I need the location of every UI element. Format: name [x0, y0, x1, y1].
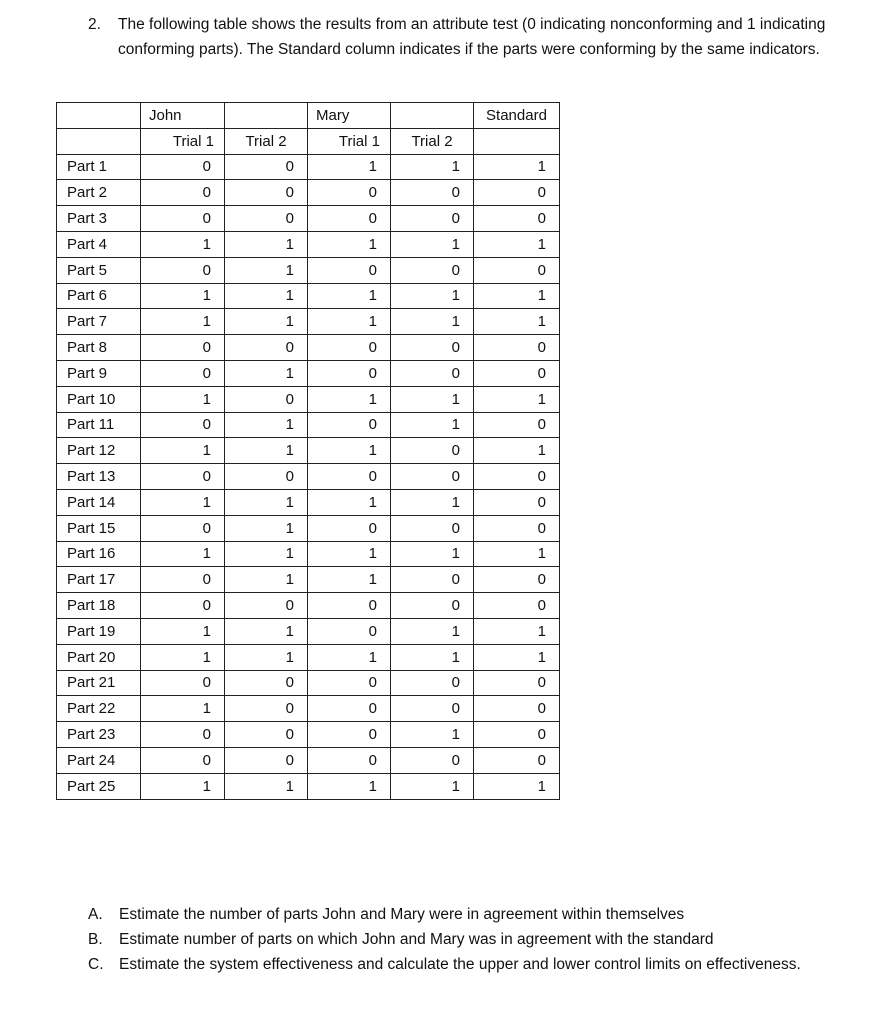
- task-letter: C.: [88, 956, 104, 973]
- result-cell: 0: [225, 670, 308, 696]
- table-row: [57, 360, 560, 386]
- result-cell: 1: [225, 257, 308, 283]
- header-cell: John: [141, 103, 225, 129]
- result-cell: 1: [391, 541, 474, 567]
- result-cell: 1: [391, 644, 474, 670]
- result-cell: 0: [474, 593, 560, 619]
- part-label: Part 6: [57, 283, 141, 309]
- question-number: 2.: [88, 16, 101, 33]
- table-row: [57, 670, 560, 696]
- part-label: Part 1: [57, 154, 141, 180]
- attribute-test-table: [56, 102, 560, 800]
- result-cell: 0: [391, 257, 474, 283]
- header-cell: Mary: [308, 103, 391, 129]
- part-label: Part 19: [57, 618, 141, 644]
- result-cell: 1: [474, 618, 560, 644]
- result-cell: 1: [225, 489, 308, 515]
- result-cell: 0: [308, 593, 391, 619]
- result-cell: 1: [308, 567, 391, 593]
- part-label: Part 24: [57, 747, 141, 773]
- task-item: [88, 952, 848, 977]
- result-cell: 0: [141, 412, 225, 438]
- result-cell: 1: [141, 309, 225, 335]
- result-cell: 1: [225, 644, 308, 670]
- result-cell: 0: [141, 515, 225, 541]
- result-cell: 0: [391, 360, 474, 386]
- table-row: [57, 696, 560, 722]
- header-cell: Trial 2: [225, 128, 308, 154]
- table-row: [57, 541, 560, 567]
- result-cell: 0: [141, 360, 225, 386]
- header-cell: [391, 103, 474, 129]
- part-label: Part 20: [57, 644, 141, 670]
- task-letter: A.: [88, 906, 103, 923]
- result-cell: 0: [141, 180, 225, 206]
- result-cell: 1: [225, 773, 308, 799]
- result-cell: 0: [225, 464, 308, 490]
- table-row: [57, 335, 560, 361]
- task-letter: B.: [88, 931, 103, 948]
- result-cell: 0: [308, 670, 391, 696]
- table-row: [57, 206, 560, 232]
- result-cell: 0: [474, 206, 560, 232]
- result-cell: 1: [308, 438, 391, 464]
- result-cell: 1: [141, 231, 225, 257]
- result-cell: 1: [225, 438, 308, 464]
- table-row: [57, 722, 560, 748]
- result-cell: 1: [391, 773, 474, 799]
- part-label: Part 22: [57, 696, 141, 722]
- result-cell: 1: [225, 541, 308, 567]
- result-cell: 0: [391, 206, 474, 232]
- table-row: [57, 231, 560, 257]
- result-cell: 1: [308, 489, 391, 515]
- result-cell: 0: [141, 206, 225, 232]
- header-cell: Trial 1: [308, 128, 391, 154]
- result-cell: 1: [308, 386, 391, 412]
- result-cell: 1: [308, 231, 391, 257]
- table-row: [57, 180, 560, 206]
- part-label: Part 15: [57, 515, 141, 541]
- header-cell: [57, 103, 141, 129]
- result-cell: 0: [391, 464, 474, 490]
- header-cell: Trial 2: [391, 128, 474, 154]
- table-row: [57, 644, 560, 670]
- result-cell: 1: [141, 283, 225, 309]
- result-cell: 1: [474, 541, 560, 567]
- task-text: Estimate the number of parts John and Mary were in agreement within themselves: [119, 906, 685, 923]
- part-label: Part 25: [57, 773, 141, 799]
- result-cell: 1: [225, 360, 308, 386]
- task-text: Estimate number of parts on which John and Mary was in agreement with the standard: [119, 931, 714, 948]
- result-cell: 0: [474, 412, 560, 438]
- result-cell: 1: [308, 283, 391, 309]
- result-cell: 0: [391, 180, 474, 206]
- result-cell: 1: [225, 567, 308, 593]
- result-cell: 0: [141, 257, 225, 283]
- result-cell: 1: [391, 618, 474, 644]
- part-label: Part 14: [57, 489, 141, 515]
- part-label: Part 8: [57, 335, 141, 361]
- table-row: [57, 747, 560, 773]
- result-cell: 1: [474, 309, 560, 335]
- part-label: Part 5: [57, 257, 141, 283]
- header-cell: [225, 103, 308, 129]
- result-cell: 0: [474, 747, 560, 773]
- part-label: Part 16: [57, 541, 141, 567]
- result-cell: 0: [474, 180, 560, 206]
- result-cell: 1: [141, 438, 225, 464]
- result-cell: 1: [308, 773, 391, 799]
- result-cell: 0: [391, 515, 474, 541]
- result-cell: 0: [225, 722, 308, 748]
- header-row-operators: [57, 103, 560, 129]
- result-cell: 1: [308, 154, 391, 180]
- result-cell: 0: [474, 722, 560, 748]
- result-cell: 1: [308, 309, 391, 335]
- header-row-trials: [57, 128, 560, 154]
- result-cell: 1: [391, 309, 474, 335]
- result-cell: 0: [308, 360, 391, 386]
- table-row: [57, 593, 560, 619]
- result-cell: 0: [474, 360, 560, 386]
- task-text: Estimate the system effectiveness and calculate the upper and lower control limits on effectiveness.: [119, 956, 801, 973]
- table-row: [57, 773, 560, 799]
- table-row: [57, 618, 560, 644]
- result-cell: 0: [474, 257, 560, 283]
- result-cell: 0: [391, 747, 474, 773]
- result-cell: 1: [308, 541, 391, 567]
- result-cell: 0: [474, 567, 560, 593]
- result-cell: 0: [391, 696, 474, 722]
- result-cell: 0: [474, 696, 560, 722]
- result-cell: 0: [225, 154, 308, 180]
- result-cell: 1: [308, 644, 391, 670]
- table-row: [57, 412, 560, 438]
- result-cell: 1: [474, 283, 560, 309]
- result-cell: 0: [308, 618, 391, 644]
- result-cell: 0: [391, 438, 474, 464]
- result-cell: 0: [225, 593, 308, 619]
- part-label: Part 4: [57, 231, 141, 257]
- part-label: Part 2: [57, 180, 141, 206]
- result-cell: 0: [308, 464, 391, 490]
- result-cell: 1: [141, 773, 225, 799]
- result-cell: 0: [308, 180, 391, 206]
- result-cell: 0: [141, 464, 225, 490]
- result-cell: 1: [141, 541, 225, 567]
- result-cell: 0: [308, 257, 391, 283]
- result-cell: 1: [225, 515, 308, 541]
- result-cell: 0: [225, 180, 308, 206]
- table-row: [57, 489, 560, 515]
- result-cell: 1: [141, 644, 225, 670]
- header-cell: Trial 1: [141, 128, 225, 154]
- result-cell: 1: [391, 412, 474, 438]
- header-cell: Standard: [474, 103, 560, 129]
- result-cell: 1: [391, 231, 474, 257]
- result-cell: 1: [474, 386, 560, 412]
- result-cell: 1: [474, 644, 560, 670]
- table-row: [57, 154, 560, 180]
- table-row: [57, 464, 560, 490]
- result-cell: 1: [391, 722, 474, 748]
- result-cell: 1: [141, 618, 225, 644]
- result-cell: 0: [225, 747, 308, 773]
- result-cell: 1: [225, 231, 308, 257]
- result-cell: 1: [474, 438, 560, 464]
- part-label: Part 18: [57, 593, 141, 619]
- result-cell: 0: [474, 670, 560, 696]
- result-cell: 0: [474, 335, 560, 361]
- result-cell: 0: [391, 567, 474, 593]
- question-text: The following table shows the results from an attribute test (0 indicating nonconforming and 1 indicating conforming parts). The Standard column indicates if the parts were conforming by the same indicators.: [118, 16, 826, 58]
- part-label: Part 3: [57, 206, 141, 232]
- result-cell: 0: [391, 670, 474, 696]
- result-cell: 1: [391, 154, 474, 180]
- result-cell: 1: [391, 386, 474, 412]
- header-cell: [474, 128, 560, 154]
- result-cell: 1: [225, 412, 308, 438]
- result-cell: 0: [141, 593, 225, 619]
- result-cell: 0: [474, 489, 560, 515]
- result-cell: 1: [225, 309, 308, 335]
- result-cell: 0: [308, 747, 391, 773]
- result-cell: 0: [308, 696, 391, 722]
- part-label: Part 23: [57, 722, 141, 748]
- table-row: [57, 438, 560, 464]
- result-cell: 1: [225, 283, 308, 309]
- table-row: [57, 309, 560, 335]
- result-cell: 0: [225, 335, 308, 361]
- result-cell: 0: [141, 747, 225, 773]
- part-label: Part 21: [57, 670, 141, 696]
- result-cell: 0: [391, 335, 474, 361]
- result-cell: 0: [225, 696, 308, 722]
- result-cell: 1: [391, 283, 474, 309]
- result-cell: 0: [225, 206, 308, 232]
- result-cell: 0: [474, 464, 560, 490]
- table-row: [57, 257, 560, 283]
- result-cell: 1: [474, 231, 560, 257]
- result-cell: 0: [225, 386, 308, 412]
- part-label: Part 12: [57, 438, 141, 464]
- result-cell: 0: [141, 567, 225, 593]
- result-cell: 1: [141, 696, 225, 722]
- part-label: Part 17: [57, 567, 141, 593]
- result-cell: 1: [141, 489, 225, 515]
- task-item: [88, 902, 848, 927]
- result-cell: 0: [308, 722, 391, 748]
- part-label: Part 7: [57, 309, 141, 335]
- result-cell: 0: [308, 515, 391, 541]
- result-cell: 0: [141, 335, 225, 361]
- result-cell: 0: [308, 206, 391, 232]
- result-cell: 0: [141, 722, 225, 748]
- part-label: Part 10: [57, 386, 141, 412]
- header-cell: [57, 128, 141, 154]
- table-row: [57, 283, 560, 309]
- result-cell: 0: [141, 670, 225, 696]
- result-cell: 1: [225, 618, 308, 644]
- result-cell: 0: [474, 515, 560, 541]
- result-cell: 0: [308, 335, 391, 361]
- result-cell: 0: [308, 412, 391, 438]
- result-cell: 1: [474, 154, 560, 180]
- task-list: [88, 902, 848, 977]
- part-label: Part 13: [57, 464, 141, 490]
- question: [88, 12, 878, 62]
- table-row: [57, 515, 560, 541]
- table-row: [57, 567, 560, 593]
- result-cell: 0: [391, 593, 474, 619]
- part-label: Part 11: [57, 412, 141, 438]
- result-cell: 1: [391, 489, 474, 515]
- result-cell: 1: [474, 773, 560, 799]
- part-label: Part 9: [57, 360, 141, 386]
- task-item: [88, 927, 848, 952]
- result-cell: 1: [141, 386, 225, 412]
- table-row: [57, 386, 560, 412]
- result-cell: 0: [141, 154, 225, 180]
